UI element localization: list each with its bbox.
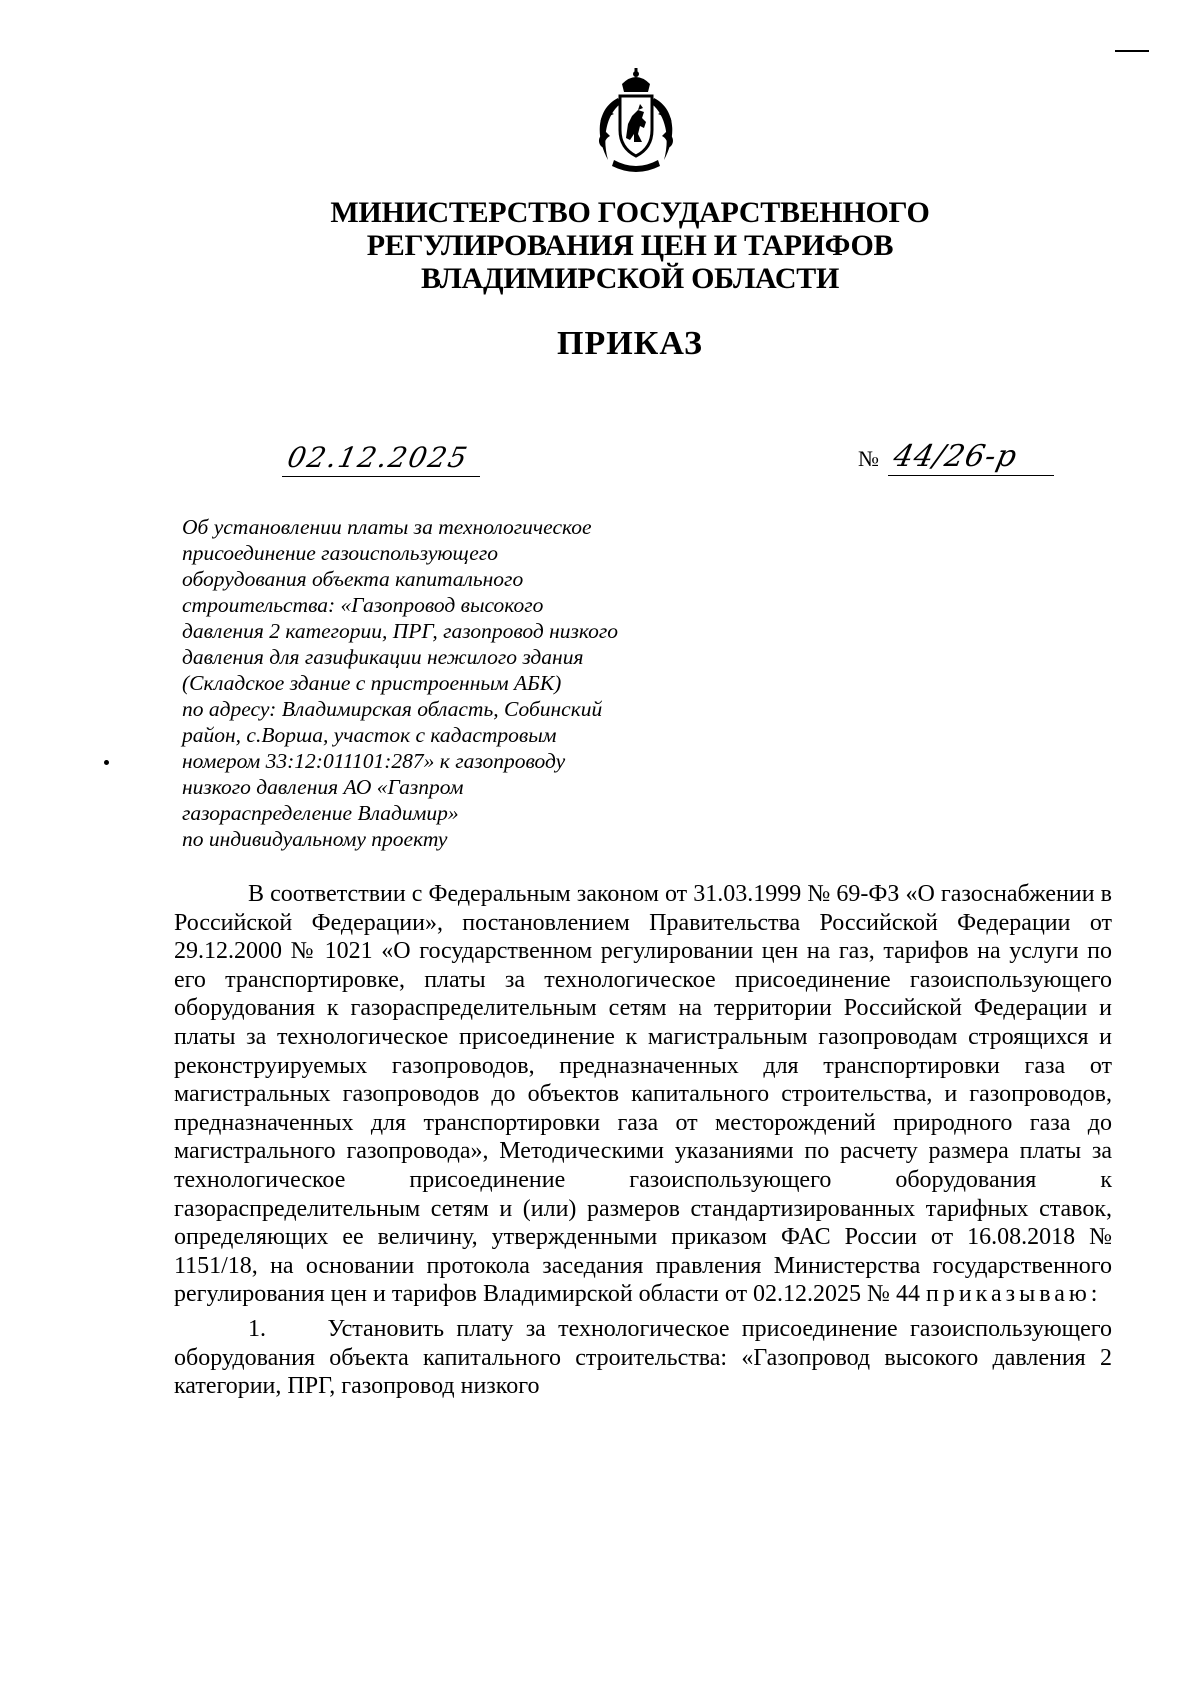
subject-line: строительства: «Газопровод высокого: [182, 593, 544, 617]
subject-line: давления 2 категории, ПРГ, газопровод низкого: [182, 619, 619, 643]
date-field: [282, 428, 480, 477]
corner-dash-mark: [1115, 50, 1149, 52]
handwritten-date: 02.12.2025: [284, 441, 472, 474]
ministry-line-3: ВЛАДИМИРСКОЙ ОБЛАСТИ: [421, 262, 839, 295]
ministry-name: [180, 196, 1080, 295]
subject-line: Об установлении платы за технологическое: [182, 515, 592, 539]
subject-line: газораспределение Владимир»: [182, 801, 459, 825]
ministry-line-1: МИНИСТЕРСТВО ГОСУДАРСТВЕННОГО: [330, 196, 930, 229]
subject-line: по индивидуальному проекту: [182, 827, 448, 851]
subject-line: давления для газификации нежилого здания: [182, 645, 584, 669]
number-underline: [888, 475, 1054, 476]
subject-line: оборудования объекта капитального: [182, 567, 524, 591]
list-item-text: Установить плату за технологическое присоединение газоиспользующего оборудования объекта капитального строительства: «Газопровод высокого давления 2 категории, ПРГ, газопровод низкого: [174, 1315, 1113, 1400]
subject-line: район, с.Ворша, участок с кадастровым: [182, 723, 557, 747]
coat-of-arms-icon: [588, 68, 684, 176]
order-number-field: [858, 428, 1054, 476]
subject-line: номером 33:12:011101:287» к газопроводу: [182, 749, 566, 773]
ministry-line-2: РЕГУЛИРОВАНИЯ ЦЕН И ТАРИФОВ: [366, 229, 894, 262]
handwritten-order-number: 44/26-р: [890, 439, 1021, 474]
list-item-1: [174, 1315, 1112, 1401]
preamble-text: В соответствии с Федеральным законом от 31.03.1999 № 69-ФЗ «О газоснабжении в Российской Федерации», постановлением Правительства Российской Федерации от 29.12.2000 № 1021 «О государственном регулировании цен на газ, тарифов на услуги по его транспортировке, платы за технологическое присоединение газоиспользующего оборудования к газораспределительным сетям на территории Российской Федерации и платы за технологическое присоединение к магистральным газопроводам строящихся и реконструируемых газопроводов, предназначенных для транспортировки газа от магистральных газопроводов до объектов капитального строительства, и газопроводов, предназначенных для транспортировки газа от месторождений природного газа до магистрального газопровода», Методическими указаниями по расчету размера платы за технологическое присоединение газоиспользующего оборудования к газораспределительным сетям и (или) размеров стандартизированных тарифных ставок, определяющих ее величину, утвержденными приказом ФАС России от 16.08.2018 № 1151/18, на основании протокола заседания правления Министерства государственного регулирования цен и тарифов Владимирской области от 02.12.2025 № 44: [174, 881, 1112, 1308]
document-title: ПРИКАЗ: [557, 325, 703, 362]
subject-line: (Складское здание с пристроенным АБК): [182, 671, 562, 695]
preamble-paragraph: [174, 880, 1112, 1309]
order-word: приказываю:: [925, 1281, 1102, 1308]
subject-line: присоединение газоиспользующего: [182, 541, 498, 565]
list-item-number: 1.: [248, 1315, 266, 1342]
margin-dot-mark: [104, 760, 109, 765]
order-subject: [182, 514, 672, 852]
subject-line: низкого давления АО «Газпром: [182, 775, 464, 799]
subject-line: по адресу: Владимирская область, Собинский: [182, 697, 603, 721]
order-body: [174, 880, 1112, 1401]
number-sign: №: [858, 446, 879, 471]
